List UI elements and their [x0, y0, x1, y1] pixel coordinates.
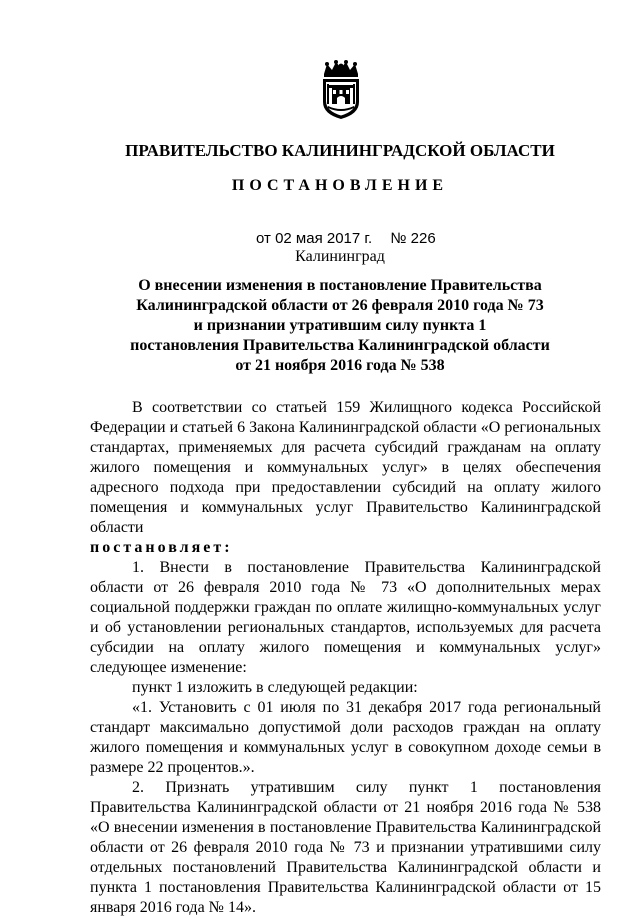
- number-label: №: [390, 230, 407, 247]
- document-subject: [100, 276, 580, 376]
- coat-of-arms-icon: [318, 60, 364, 120]
- item-1-subparagraph: пункт 1 изложить в следующей редакции:: [132, 679, 418, 696]
- government-title: ПРАВИТЕЛЬСТВО КАЛИНИНГРАДСКОЙ ОБЛАСТИ: [125, 141, 555, 160]
- date-and-number: [256, 229, 436, 249]
- document-date: 02 мая 2017 г.: [275, 230, 373, 247]
- document-body: [90, 398, 601, 918]
- date-prefix: от: [256, 230, 271, 247]
- subject-line: постановления Правительства Калининградской области: [130, 337, 550, 354]
- item-1-paragraph: 1. Внести в постановление Правительства Калининградской области от 26 февраля 2010 года № 73 «О дополнительных мерах социальной поддержки граждан по оплате жилищно-коммунальных услуг и об установлении региональных стандартов, используемых для расчета субсидии на оплату жилого помещения и коммунальных услуг» следующее изменение:: [90, 559, 601, 676]
- item-1-quoted-text: «1. Установить с 01 июля по 31 декабря 2017 года региональный стандарт максимально допустимой доли расходов граждан на оплату жилого помещения и коммунальных услуг в совокупном доходе семьи в размере 22 процентов.».: [90, 699, 601, 776]
- decree-word: постановляет:: [90, 539, 233, 556]
- preamble-paragraph: В соответствии со статьей 159 Жилищного кодекса Российской Федерации и статьей 6 Закона Калининградской области «О региональных стандартах, применяемых для расчета субсидий гражданам на оплату жилого помещения и коммунальных услуг» в целях обеспечения адресного подхода при предоставлении субсидий на оплату жилого помещения и коммунальных услуг Правительство Калининградской области: [90, 399, 601, 536]
- subject-line: и признании утратившим силу пункта 1: [193, 317, 487, 334]
- city: Калининград: [295, 248, 385, 265]
- subject-line: Калининградской области от 26 февраля 2010 года № 73: [136, 297, 544, 314]
- subject-line: О внесении изменения в постановление Правительства: [138, 277, 542, 294]
- subject-line: от 21 ноября 2016 года № 538: [235, 357, 445, 374]
- document-number: 226: [410, 230, 436, 247]
- document-type-heading: ПОСТАНОВЛЕНИЕ: [231, 177, 449, 194]
- item-2-paragraph: 2. Признать утратившим силу пункт 1 постановления Правительства Калининградской области от 21 ноября 2016 года № 538 «О внесении изменения в постановление Правительства Калининградской области от 26 февраля 2010 года № 73 и признании утратившими силу отдельных постановлений Правительства Калининградской области и пункта 1 постановления Правительства Калининградской области от 15 января 2016 года № 14».: [90, 779, 601, 916]
